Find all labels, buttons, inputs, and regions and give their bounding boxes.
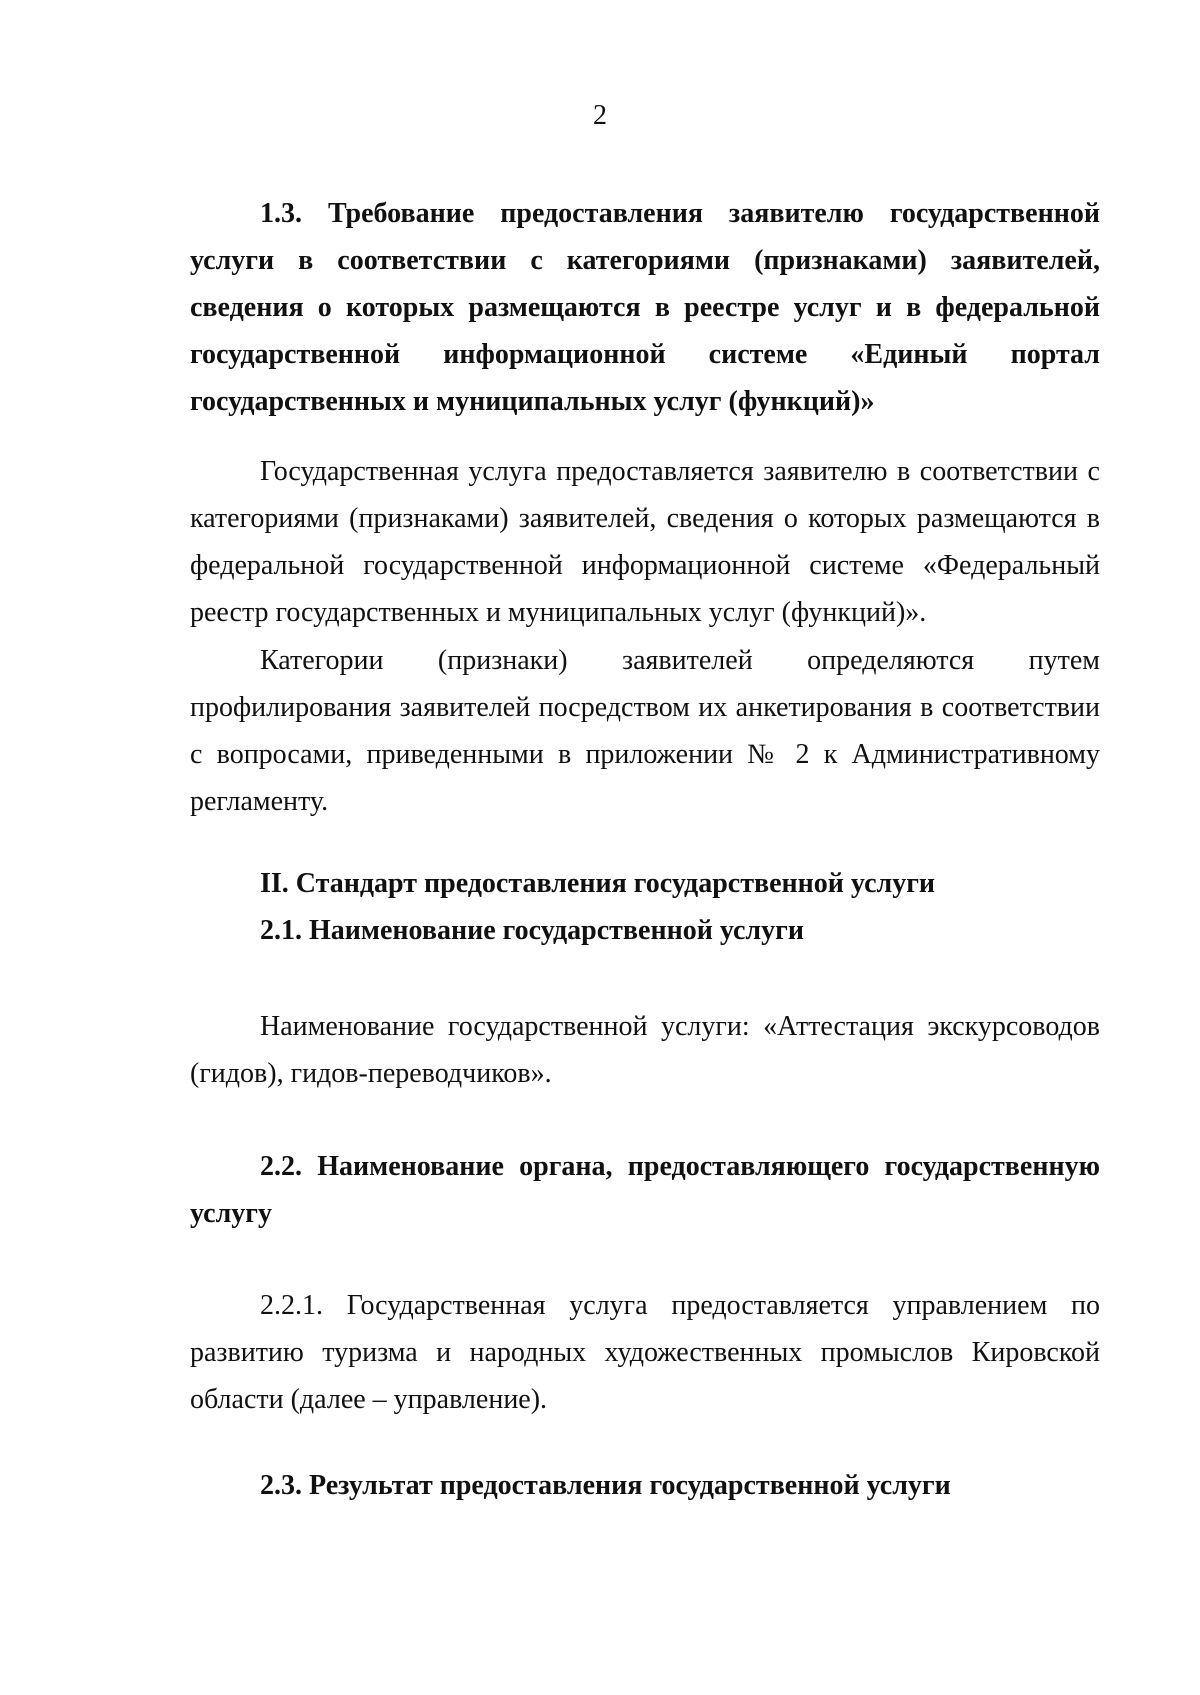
section-2-1-heading: 2.1. Наименование государственной услуги (260, 915, 804, 946)
section-1-3-heading: 1.3. Требование предоставления заявителю государственной услуги в соответствии с категориями (признаками) заявителей, сведения о которых размещаются в реестре услуг и в федеральной государственной информационной системе «Единый портал государственных и муниципальных услуг (функций)» (190, 198, 1100, 417)
section-1-3-paragraph-2: Категории (признаки) заявителей определяются путем профилирования заявителей посредством их анкетирования в соответствии с вопросами, приведенными в приложении № 2 к Административному регламенту. (190, 645, 1100, 817)
page-number: 2 (593, 100, 607, 131)
section-2-headings (190, 860, 1100, 954)
section-2-2-paragraph: 2.2.1. Государственная услуга предоставляется управлением по развитию туризма и народных художественных промыслов Кировской области (далее – управление). (190, 1290, 1100, 1415)
section-2-2-body (190, 1282, 1100, 1423)
section-2-3-heading: 2.3. Результат предоставления государственной услуги (260, 1470, 951, 1501)
section-2-1-paragraph: Наименование государственной услуги: «Аттестация экскурсоводов (гидов), гидов-переводчиков». (190, 1011, 1100, 1089)
section-2-1-body (190, 1003, 1100, 1097)
section-2-2-heading: 2.2. Наименование органа, предоставляющего государственную услугу (190, 1151, 1100, 1229)
section-1-3-heading-block (190, 190, 1100, 425)
section-1-3-body (190, 448, 1100, 825)
section-2-2-heading-block (190, 1143, 1100, 1237)
section-1-3-paragraph-1: Государственная услуга предоставляется заявителю в соответствии с категориями (признаками) заявителей, сведения о которых размещаются в федеральной государственной информационной системе «Федеральный реестр государственных и муниципальных услуг (функций)». (190, 456, 1100, 628)
section-2-heading: II. Стандарт предоставления государственной услуги (260, 868, 936, 899)
section-2-3-heading-block (190, 1462, 1100, 1509)
